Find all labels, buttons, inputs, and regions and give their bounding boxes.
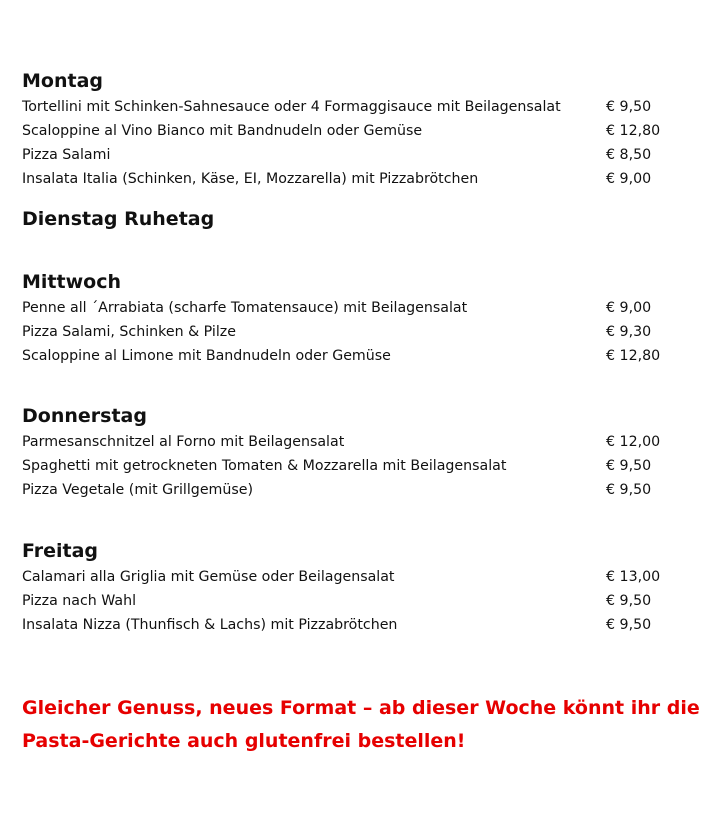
dish-name: Pizza Vegetale (mit Grillgemüse) xyxy=(22,482,254,498)
notice-line-2: Pasta-Gerichte auch glutenfrei bestellen! xyxy=(22,730,466,752)
dish-price: € 9,50 xyxy=(606,593,652,609)
dish-price: € 9,00 xyxy=(606,300,652,316)
menu-item xyxy=(22,320,692,344)
dish-name: Pizza nach Wahl xyxy=(22,593,137,609)
menu-list xyxy=(22,565,692,637)
menu-list xyxy=(22,95,692,191)
day-section-freitag xyxy=(22,539,692,637)
dish-name: Tortellini mit Schinken-Sahnesauce oder 4 Formaggisauce mit Beilagensalat xyxy=(22,99,561,115)
day-title: Dienstag Ruhetag xyxy=(22,208,215,230)
dish-price: € 9,50 xyxy=(606,482,652,498)
day-section-mittwoch xyxy=(22,270,692,368)
menu-item xyxy=(22,430,692,454)
dish-name: Pizza Salami, Schinken & Pilze xyxy=(22,324,236,340)
dish-price: € 9,00 xyxy=(606,171,652,187)
dish-name: Scaloppine al Vino Bianco mit Bandnudeln oder Gemüse xyxy=(22,123,423,139)
menu-item xyxy=(22,95,692,119)
dish-name: Pizza Salami xyxy=(22,147,111,163)
dish-price: € 8,50 xyxy=(606,147,652,163)
menu-item xyxy=(22,296,692,320)
dish-price: € 9,50 xyxy=(606,617,652,633)
glutenfree-notice xyxy=(22,692,700,758)
dish-price: € 9,50 xyxy=(606,99,652,115)
menu-item xyxy=(22,167,692,191)
day-title: Montag xyxy=(22,70,103,92)
notice-line-1: Gleicher Genuss, neues Format – ab dieser Woche könnt ihr die xyxy=(22,697,700,719)
menu-item xyxy=(22,344,692,368)
dish-name: Insalata Nizza (Thunfisch & Lachs) mit Pizzabrötchen xyxy=(22,617,398,633)
day-section-donnerstag xyxy=(22,404,692,502)
menu-item xyxy=(22,478,692,502)
dish-price: € 9,50 xyxy=(606,458,652,474)
dish-name: Insalata Italia (Schinken, Käse, EI, Mozzarella) mit Pizzabrötchen xyxy=(22,171,479,187)
dish-price: € 12,80 xyxy=(606,123,661,139)
day-title: Donnerstag xyxy=(22,405,147,427)
menu-item xyxy=(22,565,692,589)
day-section-montag xyxy=(22,69,692,191)
dish-price: € 13,00 xyxy=(606,569,661,585)
dish-price: € 9,30 xyxy=(606,324,652,340)
dish-price: € 12,00 xyxy=(606,434,661,450)
menu-item xyxy=(22,143,692,167)
dish-name: Penne all ´Arrabiata (scharfe Tomatensauce) mit Beilagensalat xyxy=(22,300,468,316)
day-title: Freitag xyxy=(22,540,99,562)
dish-name: Parmesanschnitzel al Forno mit Beilagensalat xyxy=(22,434,345,450)
dish-name: Calamari alla Griglia mit Gemüse oder Beilagensalat xyxy=(22,569,395,585)
menu-item xyxy=(22,589,692,613)
day-title: Mittwoch xyxy=(22,271,121,293)
dish-price: € 12,80 xyxy=(606,348,661,364)
menu-item xyxy=(22,119,692,143)
menu-item xyxy=(22,454,692,478)
dish-name: Scaloppine al Limone mit Bandnudeln oder Gemüse xyxy=(22,348,391,364)
menu-list xyxy=(22,296,692,368)
menu-item xyxy=(22,613,692,637)
dish-name: Spaghetti mit getrockneten Tomaten & Mozzarella mit Beilagensalat xyxy=(22,458,507,474)
day-section-dienstag xyxy=(22,207,692,231)
menu-list xyxy=(22,430,692,502)
